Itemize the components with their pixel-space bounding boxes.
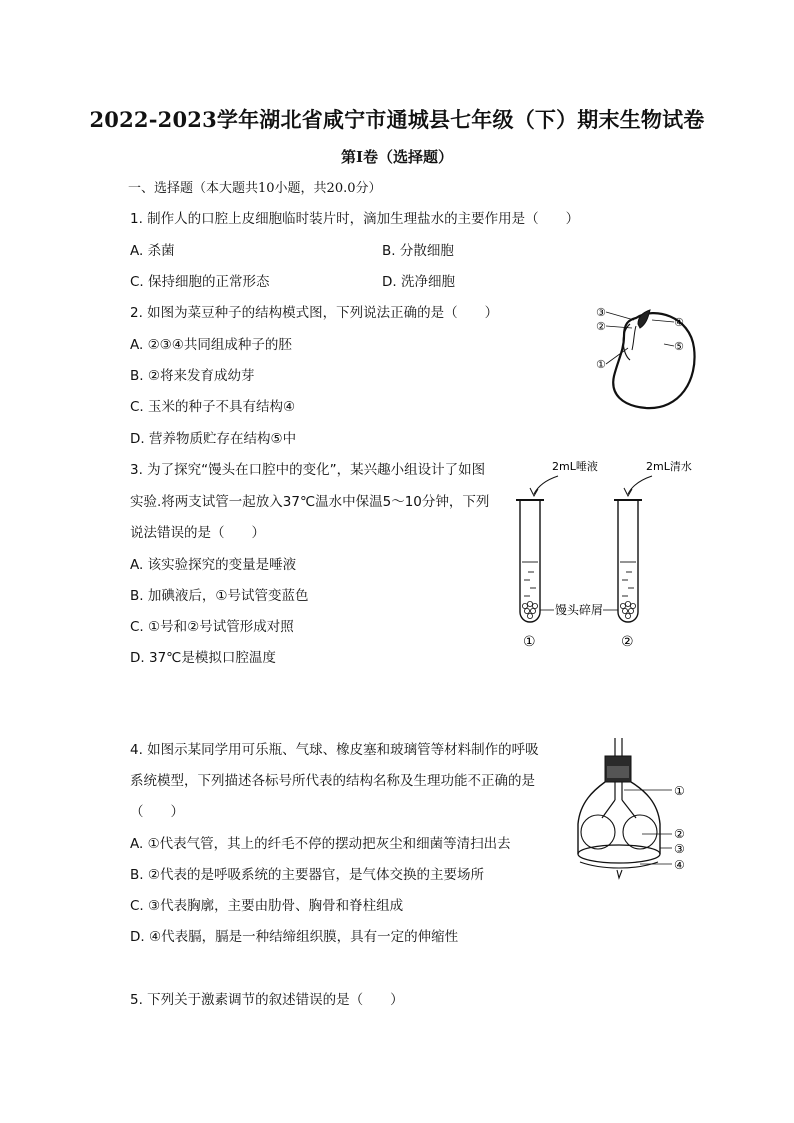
question-4-option-a: A. ①代表气管，其上的纤毛不停的摆动把灰尘和细菌等清扫出去	[130, 836, 511, 852]
part-title: 第Ⅰ卷（选择题）	[340, 148, 454, 166]
question-3-option-a: A. 该实验探究的变量是唾液	[130, 557, 297, 573]
question-1-option-a: A. 杀菌	[130, 243, 175, 259]
question-4-option-d: D. ④代表膈，膈是一种结缔组织膜，具有一定的伸缩性	[130, 929, 459, 945]
tube-1-label: ①	[523, 634, 536, 650]
question-2-option-a: A. ②③④共同组成种子的胚	[130, 337, 292, 353]
bean-seed-figure	[594, 302, 704, 414]
respiratory-model-figure	[572, 736, 696, 890]
question-1-option-c: C. 保持细胞的正常形态	[130, 274, 270, 290]
model-label-4: ④	[674, 858, 685, 872]
question-3-stem-line-3: 说法错误的是（ ）	[130, 525, 265, 541]
question-2-option-b: B. ②将来发育成幼芽	[130, 368, 255, 384]
tube-2-label: ②	[621, 634, 634, 650]
question-4-stem-line-1: 4. 如图示某同学用可乐瓶、气球、橡皮塞和玻璃管等材料制作的呼吸	[130, 742, 539, 758]
question-3-option-d: D. 37℃是模拟口腔温度	[130, 650, 276, 666]
question-3-stem-line-1: 3. 为了探究“馒头在口腔中的变化”，某兴趣小组设计了如图	[130, 462, 486, 478]
model-label-2: ②	[674, 827, 685, 841]
question-3-option-b: B. 加碘液后，①号试管变蓝色	[130, 588, 309, 604]
question-1-option-b: B. 分散细胞	[382, 243, 454, 259]
seed-label-5: ⑤	[674, 340, 684, 353]
question-1-option-d: D. 洗净细胞	[382, 274, 455, 290]
section-heading: 一、选择题（本大题共10小题，共20.0分）	[128, 181, 382, 196]
exam-title: 2022-2023学年湖北省咸宁市通城县七年级（下）期末生物试卷	[89, 107, 705, 132]
question-2-stem: 2. 如图为菜豆种子的结构模式图，下列说法正确的是（ ）	[130, 305, 499, 321]
tube-1-top-label: 2mL唾液	[552, 460, 598, 473]
question-4-stem-line-2: 系统模型，下列描述各标号所代表的结构名称及生理功能不正确的是	[130, 773, 535, 789]
question-4-option-c: C. ③代表胸廓，主要由肋骨、胸骨和脊柱组成	[130, 898, 404, 914]
crumbs-label: 馒头碎屑	[555, 603, 604, 617]
tube-2-top-label: 2mL清水	[646, 460, 692, 473]
seed-label-1: ①	[596, 358, 606, 371]
question-3-option-c: C. ①号和②号试管形成对照	[130, 619, 294, 635]
seed-label-4: ④	[674, 316, 684, 329]
question-5-stem: 5. 下列关于激素调节的叙述错误的是（ ）	[130, 992, 404, 1008]
seed-label-2: ②	[596, 320, 606, 333]
question-3-stem-line-2: 实验.将两支试管一起放入37℃温水中保温5～10分钟，下列	[130, 494, 490, 510]
question-2-option-d: D. 营养物质贮存在结构⑤中	[130, 431, 297, 447]
question-4-stem-line-3: （ ）	[130, 804, 184, 820]
model-label-3: ③	[674, 842, 685, 856]
seed-label-3: ③	[596, 306, 606, 319]
question-4-option-b: B. ②代表的是呼吸系统的主要器官，是气体交换的主要场所	[130, 867, 484, 883]
model-label-1: ①	[674, 784, 685, 798]
question-2-option-c: C. 玉米的种子不具有结构④	[130, 399, 296, 415]
question-1-stem: 1. 制作人的口腔上皮细胞临时装片时，滴加生理盐水的主要作用是（ ）	[130, 211, 580, 227]
test-tubes-figure	[506, 454, 704, 654]
